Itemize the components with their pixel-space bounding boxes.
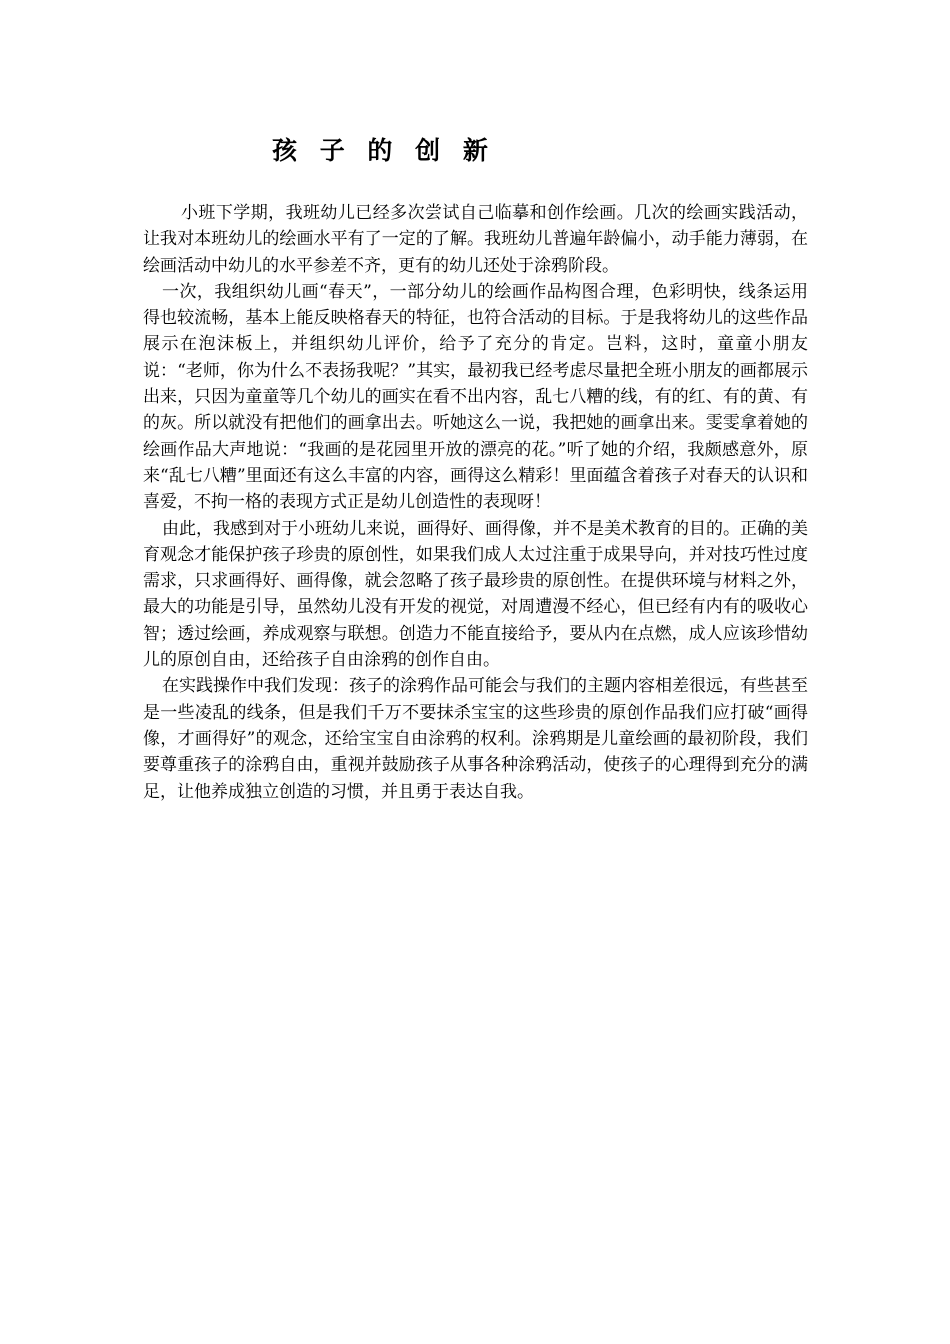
document-title: 孩 子 的 创 新: [272, 136, 495, 165]
paragraph-1: 小班下学期，我班幼儿已经多次尝试自己临摹和创作绘画。几次的绘画实践活动，让我对本班幼儿的绘画水平有了一定的了解。我班幼儿普遍年龄偏小，动手能力薄弱，在绘画活动中幼儿的水平参差不齐，更有的幼儿还处于涂鸦阶段。: [143, 203, 808, 276]
paragraph-2: 一次，我组织幼儿画“春天”，一部分幼儿的绘画作品构图合理，色彩明快，线条运用得也较流畅，基本上能反映格春天的特征，也符合活动的目标。于是我将幼儿的这些作品展示在泡沫板上，并组织幼儿评价，给予了充分的肯定。岂料，这时，童童小朋友说：“老师，你为什么不表扬我呢？”其实，最初我已经考虑尽量把全班小朋友的画都展示出来，只因为童童等几个幼儿的画实在看不出内容，乱七八糟的线，有的红、有的黄、有的灰。所以就没有把他们的画拿出去。听她这么一说，我把她的画拿出来。雯雯拿着她的绘画作品大声地说：“我画的是花园里开放的漂亮的花。”听了她的介绍，我颇感意外，原来“乱七八糟”里面还有这么丰富的内容，画得这么精彩！里面蕴含着孩子对春天的认识和喜爱，不拘一格的表现方式正是幼儿创造性的表现呀！: [143, 281, 808, 513]
paragraph-4: 在实践操作中我们发现：孩子的涂鸦作品可能会与我们的主题内容相差很远，有些甚至是一些凌乱的线条，但是我们千万不要抹杀宝宝的这些珍贵的原创作品我们应打破“画得像，才画得好”的观念，还给宝宝自由涂鸦的权利。涂鸦期是儿童绘画的最初阶段，我们要尊重孩子的涂鸦自由，重视并鼓励孩子从事各种涂鸦活动，使孩子的心理得到充分的满足，让他养成独立创造的习惯，并且勇于表达自我。: [143, 676, 808, 802]
paragraph-3: 由此，我感到对于小班幼儿来说，画得好、画得像，并不是美术教育的目的。正确的美育观念才能保护孩子珍贵的原创性，如果我们成人太过注重于成果导向，并对技巧性过度需求，只求画得好、画得像，就会忽略了孩子最珍贵的原创性。在提供环境与材料之外，最大的功能是引导，虽然幼儿没有开发的视觉，对周遭漫不经心，但已经有内有的吸收心智；透过绘画，养成观察与联想。创造力不能直接给予，要从内在点燃，成人应该珍惜幼儿的原创自由，还给孩子自由涂鸦的创作自由。: [143, 518, 808, 671]
document-body: [143, 200, 808, 805]
